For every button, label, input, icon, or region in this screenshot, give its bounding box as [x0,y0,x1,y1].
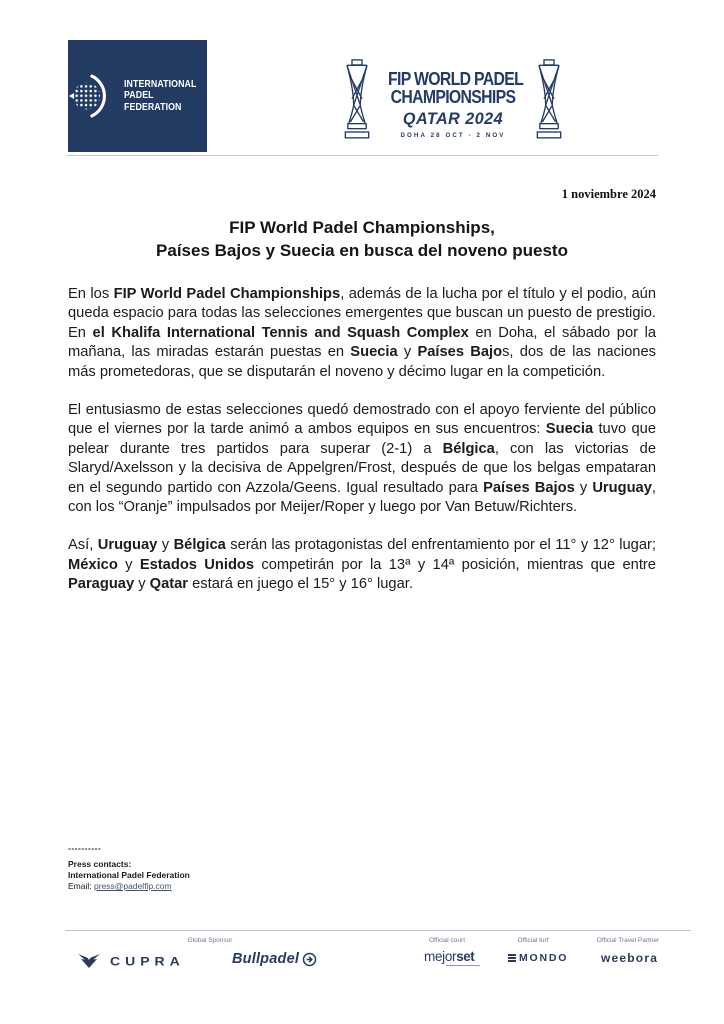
signature-separator: ---------- [68,843,102,853]
fip-logo-line2: PADEL [123,89,154,102]
press-contacts-org: International Padel Federation [68,870,190,880]
event-title-line1: FIP WORLD PADEL [388,67,524,89]
press-contacts-heading: Press contacts: [68,859,132,869]
fip-logo-text [124,79,196,114]
bullpadel-circle-icon [302,952,317,967]
event-logo-text [381,58,525,150]
event-logo [344,58,562,150]
header-divider [66,155,658,156]
weebora-wordmark: weebora [601,951,659,965]
paragraph-3: Así, Uruguay y Bélgica serán las protagonistas del enfrentamiento por el 11° y 12° lugar; México y Estados Unidos competirán por la 13ª y 14ª posición, mientras que entre Paraguay y Qatar estará en juego el 15° y 16° lugar. [68,537,656,593]
paragraph-2: El entusiasmo de estas selecciones quedó demostrado con el apoyo ferviente del público que el viernes por la tarde animó a ambos equipos en sus encuentros: Suecia tuvo que pelear durante tres partidos para superar (2-1) a Bélgica, con las victorias de Slaryd/Axelsson y la decisiva de Appelgren/Frost, después de que los belgas empataran en el segundo partido con Azzola/Geens. Igual resultado para Países Bajos y Uruguay, con los “Oranje” impulsados por Meijer/Roper y luego por Van Betuw/Richters. [68,402,656,516]
cupra-wordmark: CUPRA [110,954,185,968]
cupra-logo [76,951,185,971]
email-link[interactable]: press@padelfip.com [93,881,172,891]
press-contacts [68,843,368,892]
trophy-icon-right [534,58,564,146]
mejorset-logo [424,949,480,966]
page-title [68,216,656,262]
mejorset-wordmark-part1: mejor [424,949,457,964]
fip-logo-line3: FEDERATION [123,100,182,113]
event-title-line2: CHAMPIONSHIPS [390,86,516,107]
footer-divider [65,930,691,931]
paragraph-1: En los FIP World Padel Championships, además de la lucha por el título y el podio, aún queda espacio para todas las selecciones emergentes que buscan un puesto de prestigio. En el Khalifa International Tennis and Squash Complex en Doha, el sábado por la mañana, las miradas estarán puestas en Suecia y Países Bajos, dos de las naciones más prometedoras, que se disputarán el noveno y décimo lugar en la competición. [68,286,657,380]
mejorset-wordmark-part2: set [456,949,475,964]
page-title-line1: FIP World Padel Championships, [229,218,495,237]
page-title-line2: Países Bajos y Suecia en busca del noveno puesto [156,241,568,260]
padel-racket-icon [65,70,117,122]
fip-logo-line1: INTERNATIONAL [123,77,197,90]
fip-logo [68,40,207,152]
press-contacts-email-line [68,881,368,892]
label-global-sponsor: Global Sponsor [187,937,233,944]
mondo-wordmark: MONDO [519,952,569,964]
mondo-bars-icon [508,954,516,962]
label-official-turf: Official turf [517,937,549,944]
bullpadel-logo [232,951,317,967]
document-date: 1 noviembre 2024 [561,187,656,201]
mejorset-tagline-rule [446,965,480,966]
article-body [68,285,656,614]
event-title-line4: DOHA 28 OCT - 2 NOV [400,131,506,139]
event-title-line3: QATAR 2024 [402,108,504,128]
trophy-icon-left [342,58,372,146]
cupra-emblem-icon [76,951,102,971]
bullpadel-wordmark: Bullpadel [232,951,300,967]
mondo-logo [508,952,568,964]
label-official-court: Official court [428,937,466,944]
weebora-logo [601,951,658,965]
label-official-travel-partner: Official Travel Partner [596,937,660,944]
email-label: Email: [68,881,94,891]
